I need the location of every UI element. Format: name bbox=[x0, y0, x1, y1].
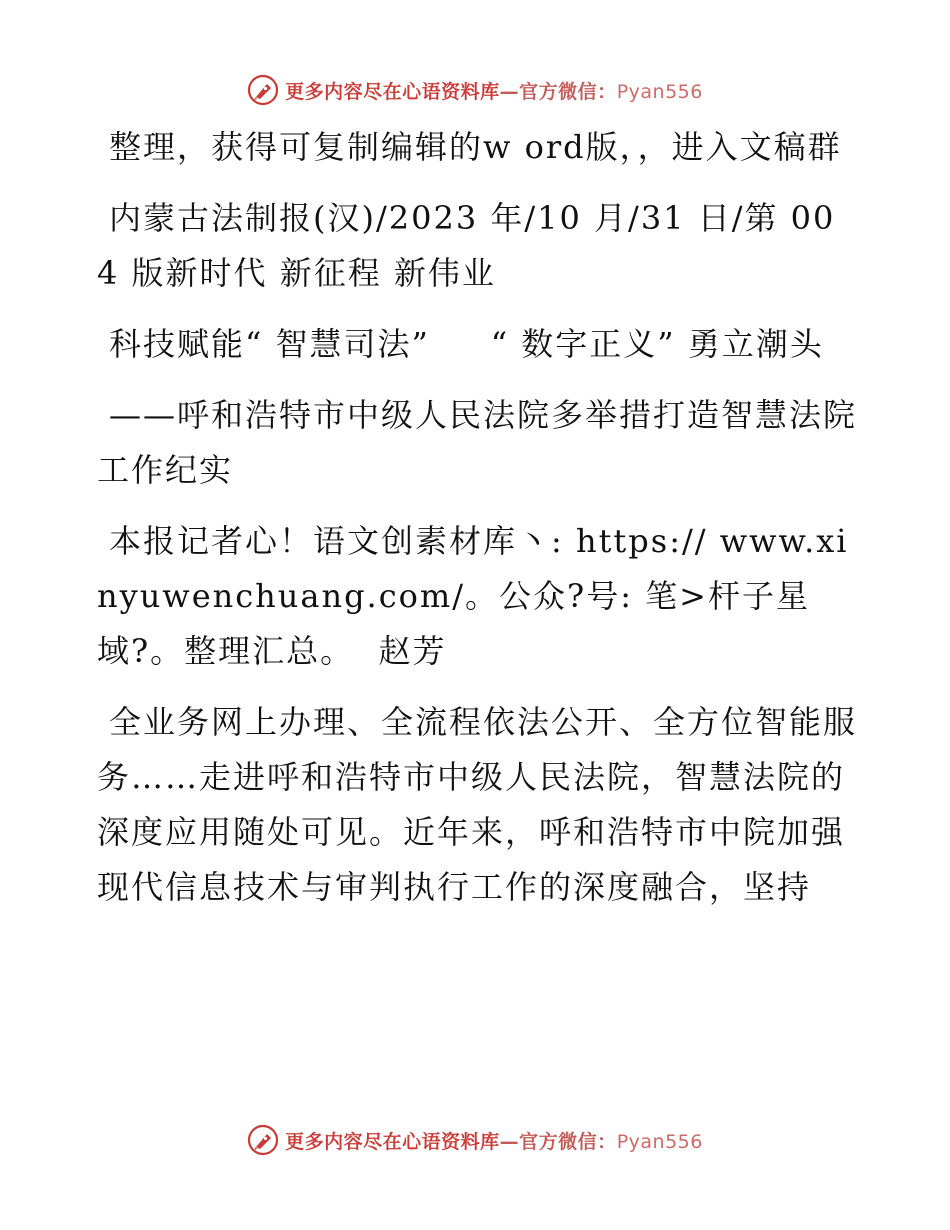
header-separator: — bbox=[499, 80, 520, 103]
footer-banner-text bbox=[285, 1127, 703, 1154]
header-watermark-banner bbox=[0, 70, 950, 110]
header-banner-text bbox=[285, 77, 703, 104]
footer-wechat-id: Pyan556 bbox=[616, 1130, 703, 1153]
pen-nib-logo-icon bbox=[247, 74, 279, 106]
footer-watermark-banner bbox=[0, 1120, 950, 1160]
article-body bbox=[97, 120, 857, 931]
pen-nib-logo-icon bbox=[247, 1124, 279, 1156]
paragraph-byline: 本报记者心！语文创素材库丶: https:// www.xinyuwenchuang.com/。公众?号: 笔>杆子星域?。整理汇总。 赵芳 bbox=[97, 522, 849, 670]
footer-separator: — bbox=[499, 1130, 520, 1153]
paragraph-subheadline: ——呼和浩特市中级人民法院多举措打造智慧法院工作纪实 bbox=[97, 396, 858, 489]
footer-brand-text: 更多内容尽在心语资料库 bbox=[285, 1130, 500, 1153]
header-brand-text: 更多内容尽在心语资料库 bbox=[285, 80, 500, 103]
paragraph-body: 全业务网上办理、全流程依法公开、全方位智能服务……走进呼和浩特市中级人民法院，智慧法院的深度应用随处可见。近年来，呼和浩特市中院加强现代信息技术与审判执行工作的深度融合，坚持 bbox=[97, 703, 858, 906]
paragraph-headline: 科技赋能“ 智慧司法” “ 数字正义” 勇立潮头 bbox=[109, 325, 824, 363]
header-wechat-label: 官方微信： bbox=[519, 80, 617, 103]
header-wechat-id: Pyan556 bbox=[616, 80, 703, 103]
paragraph-source: 内蒙古法制报(汉)/2023 年/10 月/31 日/第 004 版新时代 新征程 新伟业 bbox=[97, 199, 836, 292]
paragraph-intro: 整理，获得可复制编辑的w ord版，，进入文稿群 bbox=[109, 128, 842, 166]
footer-wechat-label: 官方微信： bbox=[519, 1130, 617, 1153]
